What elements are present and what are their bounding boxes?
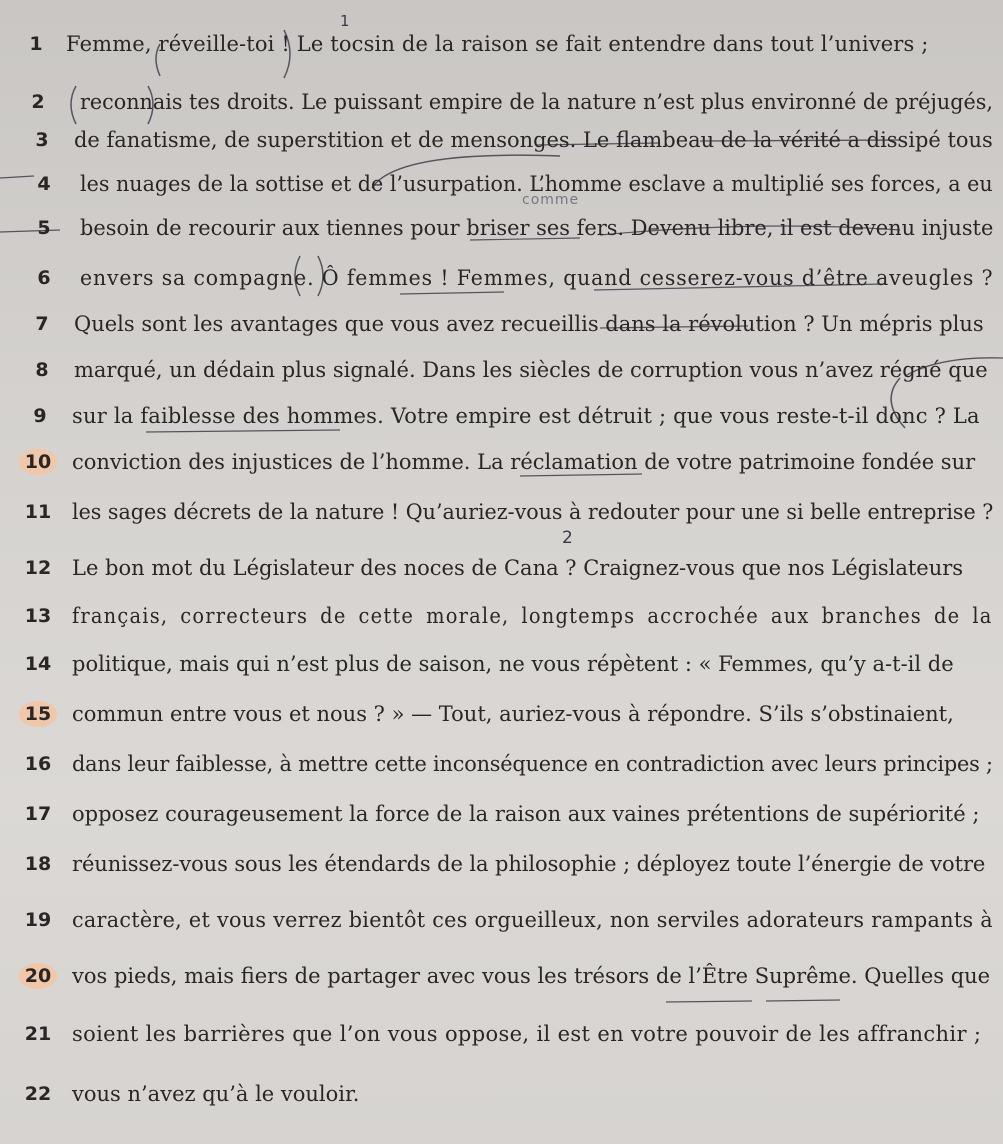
line-number: 12 [24,557,52,579]
handwritten-note-comme: comme [522,192,580,208]
line-text: commun entre vous et nous ? » — Tout, auriez-vous à répondre. S’ils s’obstinaient, [72,702,954,726]
text-line-17 [0,796,1003,832]
line-text: de fanatisme, de superstition et de mensonges. Le flambeau de la vérité a dissipé tous [74,128,993,152]
line-number: 14 [24,653,52,675]
text-line-10 [0,444,1003,480]
line-text: opposez courageusement la force de la raison aux vaines prétentions de supériorité ; [72,802,980,826]
line-number: 2 [31,91,45,113]
line-number: 10 [19,449,57,475]
line-text: soient les barrières que l’on vous oppose, il est en votre pouvoir de les affranchir ; [72,1022,982,1046]
line-number: 9 [33,405,47,427]
text-line-3 [0,122,1003,158]
text-line-11 [0,494,1003,530]
text-line-2 [0,84,1003,120]
line-text: envers sa compagne. Ô femmes ! Femmes, quand cesserez-vous d’être aveugles ? [80,266,994,290]
handwritten-note-1: 1 [340,12,350,30]
text-line-5 [0,210,1003,246]
line-text: réunissez-vous sous les étendards de la philosophie ; déployez toute l’énergie de votre [72,852,986,876]
line-text: conviction des injustices de l’homme. La réclamation de votre patrimoine fondée sur [72,450,976,474]
line-text: les sages décrets de la nature ! Qu’auriez-vous à redouter pour une si belle entreprise ? [72,500,994,524]
line-number: 1 [29,33,43,55]
line-text: vos pieds, mais fiers de partager avec vous les trésors de l’Être Suprême. Quelles que [72,964,991,988]
line-number: 11 [24,501,52,523]
line-number: 17 [24,803,52,825]
line-number: 7 [35,313,49,335]
text-line-18 [0,846,1003,882]
line-number: 22 [24,1083,52,1105]
line-number: 20 [19,963,57,989]
line-number: 16 [24,753,52,775]
text-line-16 [0,746,1003,782]
text-line-13 [0,598,1003,634]
line-text: caractère, et vous verrez bientôt ces orgueilleux, non serviles adorateurs rampants à [72,908,993,932]
line-text: dans leur faiblesse, à mettre cette inconséquence en contradiction avec leurs principes ; [72,752,993,776]
text-line-6 [0,260,1003,296]
line-text: besoin de recourir aux tiennes pour briser ses fers. Devenu libre, il est devenu injuste [80,216,994,240]
text-line-9 [0,398,1003,434]
line-text: reconnais tes droits. Le puissant empire de la nature n’est plus environné de préjugés, [80,90,993,114]
line-number: 21 [24,1023,52,1045]
line-number: 15 [19,701,57,727]
text-line-19 [0,902,1003,938]
text-line-8 [0,352,1003,388]
line-number: 3 [35,129,49,151]
text-line-7 [0,306,1003,342]
text-line-12 [0,550,1003,586]
line-number: 5 [37,217,51,239]
line-number: 19 [24,909,52,931]
line-text: politique, mais qui n’est plus de saison, ne vous répètent : « Femmes, qu’y a-t-il de [72,652,954,676]
text-line-20 [0,958,1003,994]
line-text: français, correcteurs de cette morale, longtemps accrochée aux branches de la [72,604,993,628]
line-number: 18 [24,853,52,875]
text-line-1 [0,26,1003,62]
text-line-22 [0,1076,1003,1112]
text-line-21 [0,1016,1003,1052]
line-text: les nuages de la sottise et de l’usurpation. L’homme esclave a multiplié ses forces, a eu [80,172,993,196]
line-number: 13 [24,605,52,627]
line-text: vous n’avez qu’à le vouloir. [72,1082,360,1106]
line-text: Quels sont les avantages que vous avez recueillis dans la révolution ? Un mépris plus [74,312,984,336]
text-line-4 [0,166,1003,202]
line-number: 6 [37,267,51,289]
text-line-15 [0,696,1003,732]
line-number: 4 [37,173,51,195]
text-line-14 [0,646,1003,682]
line-number: 8 [35,359,49,381]
line-text: Le bon mot du Législateur des noces de Cana ? Craignez-vous que nos Législateurs [72,556,964,580]
line-text: sur la faiblesse des hommes. Votre empire est détruit ; que vous reste-t-il donc ? La [72,404,980,428]
handwritten-note-2: 2 [562,528,573,548]
line-text: marqué, un dédain plus signalé. Dans les siècles de corruption vous n’avez régné que [74,358,988,382]
line-text: Femme, réveille-toi ! Le tocsin de la raison se fait entendre dans tout l’univers ; [66,32,929,56]
